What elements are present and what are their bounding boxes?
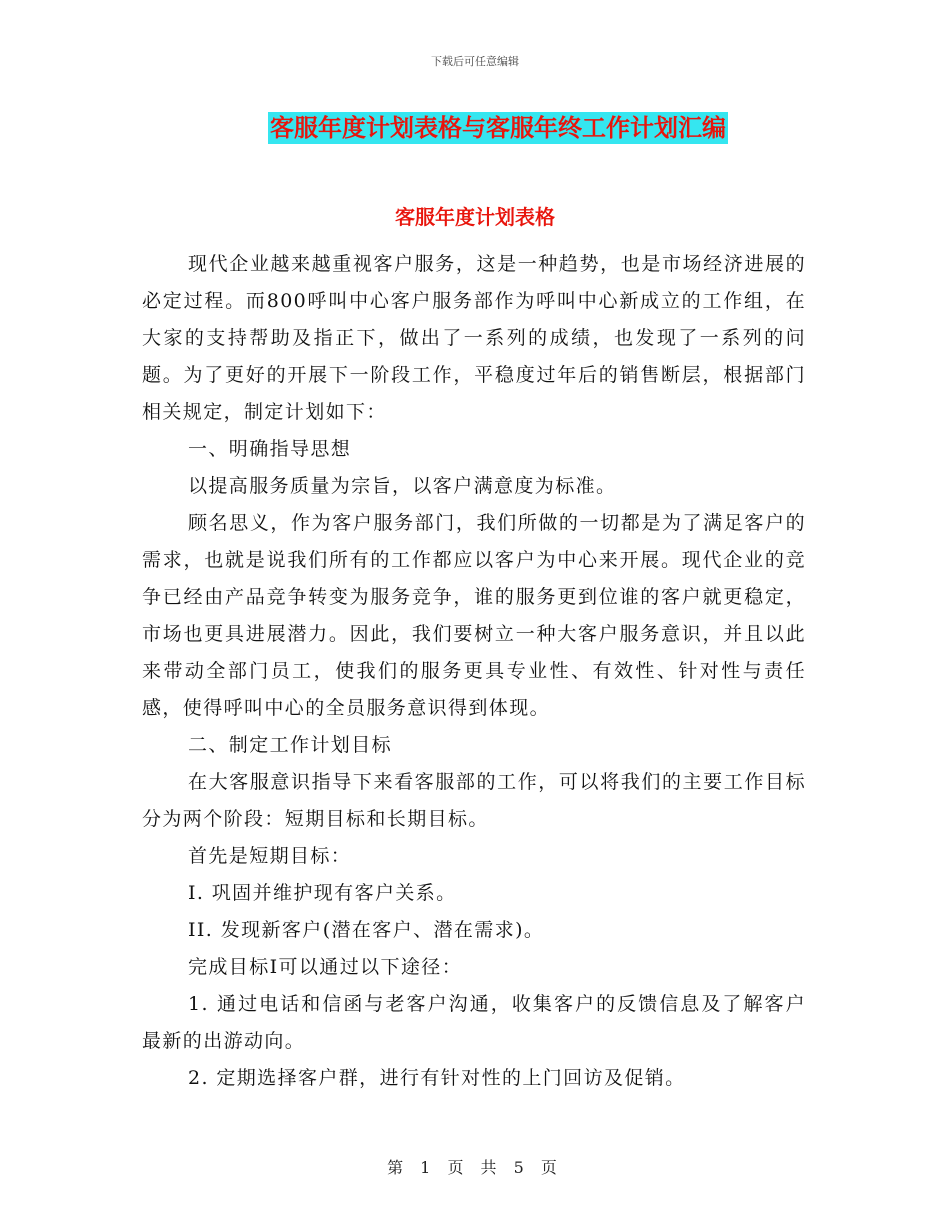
paragraph-service-goal: 以提高服务质量为宗旨，以客户满意度为标准。 xyxy=(188,475,617,497)
paragraph-short-term: 首先是短期目标： xyxy=(188,845,352,867)
header-note: 下载后可任意编辑 xyxy=(431,55,519,68)
paragraph-two-stages: 在大客服意识指导下来看客服部的工作，可以将我们的主要工作目标分为两个阶段：短期目标和长期目标。 xyxy=(142,771,806,830)
heading-guiding-idea: 一、明确指导思想 xyxy=(188,438,352,460)
main-title-wrap xyxy=(0,112,950,144)
paragraph-customer-focus: 顾名思义，作为客户服务部门，我们所做的一切都是为了满足客户的需求，也就是说我们所有的工作都应以客户为中心来开展。现代企业的竞争已经由产品竞争转变为服务竞争，谁的服务更到位谁的客户就更稳定，市场也更具进展潜力。因此，我们要树立一种大客户服务意识，并且以此来带动全部门员工，使我们的服务更具专业性、有效性、针对性与责任感，使得呼叫中心的全员服务意识得到体现。 xyxy=(142,512,806,719)
body-text xyxy=(142,246,806,1097)
heading-work-plan-targets: 二、制定工作计划目标 xyxy=(188,734,393,756)
section-title: 客服年度计划表格 xyxy=(395,205,555,229)
paragraph-goal-1-methods: 完成目标I可以通过以下途径： xyxy=(188,956,463,978)
list-item-method-1: 1. 通过电话和信函与老客户沟通，收集客户的反馈信息及了解客户最新的出游动向。 xyxy=(142,993,806,1052)
paragraph-intro: 现代企业越来越重视客户服务，这是一种趋势，也是市场经济进展的必定过程。而800呼叫中心客户服务部作为呼叫中心新成立的工作组，在大家的支持帮助及指正下，做出了一系列的成绩，也发现了一系列的问题。为了更好的开展下一阶段工作，平稳度过年后的销售断层，根据部门相关规定，制定计划如下： xyxy=(142,253,806,423)
list-item-method-2: 2. 定期选择客户群，进行有针对性的上门回访及促销。 xyxy=(188,1067,686,1089)
main-title: 客服年度计划表格与客服年终工作计划汇编 xyxy=(270,114,726,142)
list-item-goal-2: II. 发现新客户(潜在客户、潜在需求)。 xyxy=(188,919,545,941)
page-footer: 第 1 页 共 5 页 xyxy=(387,1158,563,1177)
list-item-goal-1: I. 巩固并维护现有客户关系。 xyxy=(188,882,457,904)
